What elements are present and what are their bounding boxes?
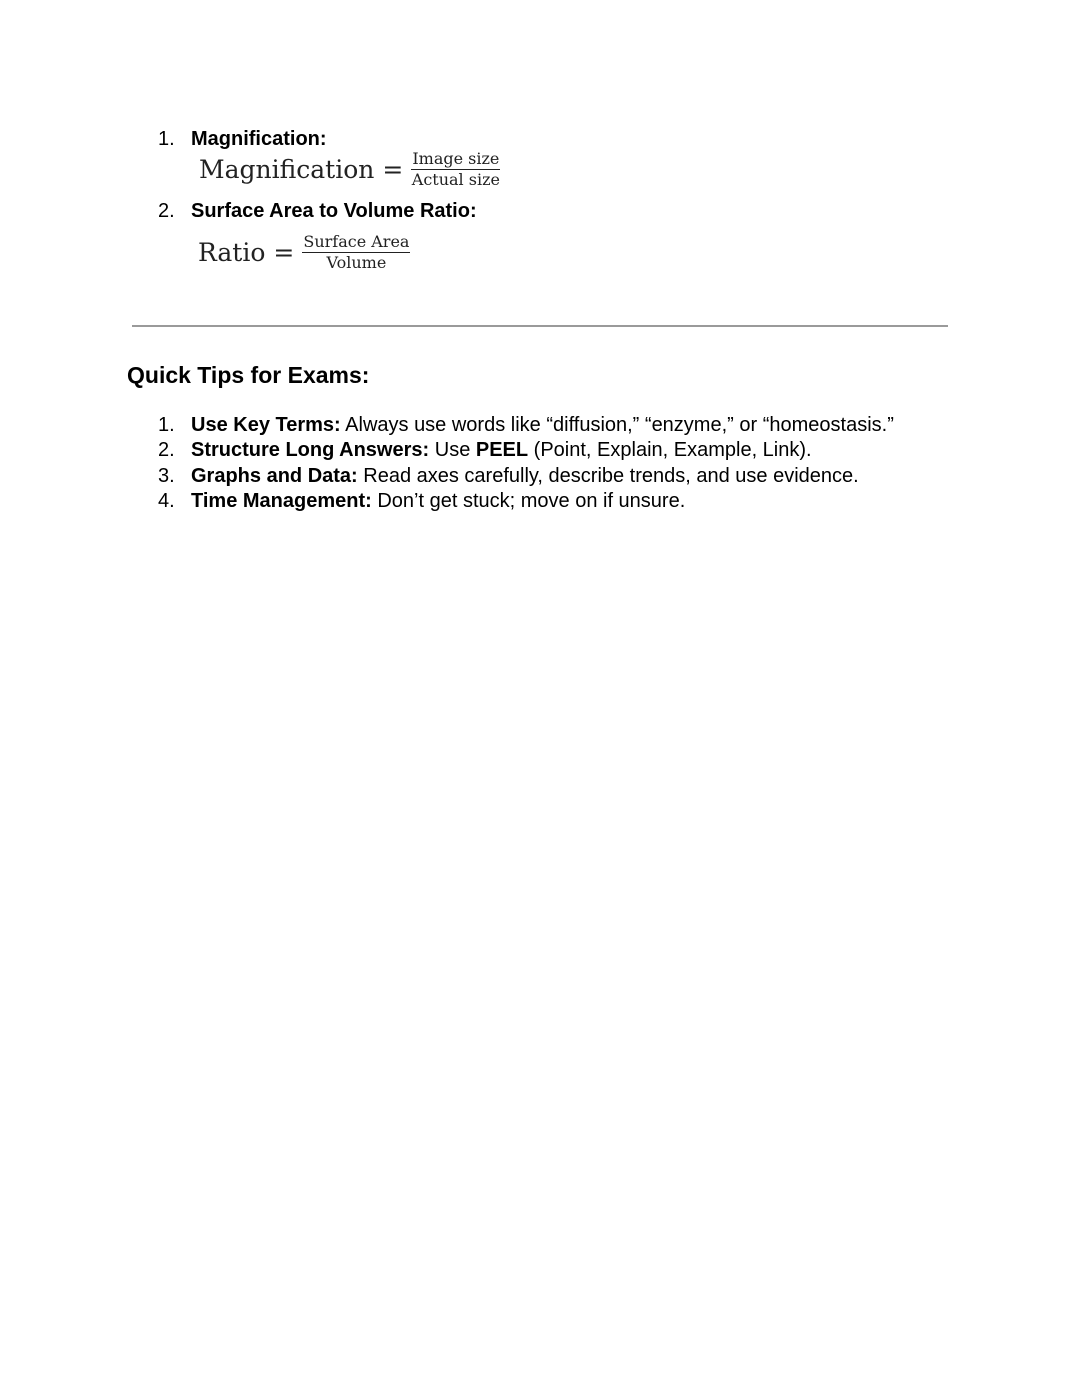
tip-text xyxy=(191,489,685,513)
magnification-formula xyxy=(199,150,500,189)
formula-fraction xyxy=(411,150,500,189)
section-heading: Quick Tips for Exams: xyxy=(127,362,370,388)
tip-description: Always use words like “diffusion,” “enzyme,” or “homeostasis.” xyxy=(340,414,894,436)
list-number: 3. xyxy=(158,465,175,487)
tip-description: Don’t get stuck; move on if unsure. xyxy=(371,490,686,512)
formula-lhs: Magnification xyxy=(199,155,375,184)
tip-text xyxy=(191,413,894,437)
list-number: 1. xyxy=(158,414,175,436)
tip-bold-inline: PEEL xyxy=(475,439,529,461)
ratio-formula xyxy=(198,233,410,272)
list-item-label: Magnification: xyxy=(191,128,327,150)
tip-bold-label: Time Management: xyxy=(191,490,372,512)
equals-sign: = xyxy=(273,238,295,267)
tip-text xyxy=(191,438,812,462)
tip-description: Read axes carefully, describe trends, and use evidence. xyxy=(357,465,859,487)
formula-fraction xyxy=(302,233,410,272)
tip-bold-label: Use Key Terms: xyxy=(191,414,341,436)
fraction-denominator: Actual size xyxy=(411,170,500,189)
tip-bold-label: Graphs and Data: xyxy=(191,465,358,487)
tip-description: (Point, Explain, Example, Link). xyxy=(528,439,812,461)
tip-bold-label: Structure Long Answers: xyxy=(191,439,430,461)
list-number: 1. xyxy=(158,128,175,150)
equals-sign: = xyxy=(382,155,404,184)
list-number: 4. xyxy=(158,490,175,512)
list-number: 2. xyxy=(158,439,175,461)
tip-text xyxy=(191,464,859,488)
fraction-denominator: Volume xyxy=(326,253,387,272)
formula-lhs: Ratio xyxy=(198,238,266,267)
list-number: 2. xyxy=(158,200,175,222)
fraction-numerator: Image size xyxy=(412,149,500,168)
horizontal-divider xyxy=(132,325,948,327)
list-item-label: Surface Area to Volume Ratio: xyxy=(191,200,477,222)
fraction-numerator: Surface Area xyxy=(303,232,410,251)
tip-description: Use xyxy=(429,439,476,461)
